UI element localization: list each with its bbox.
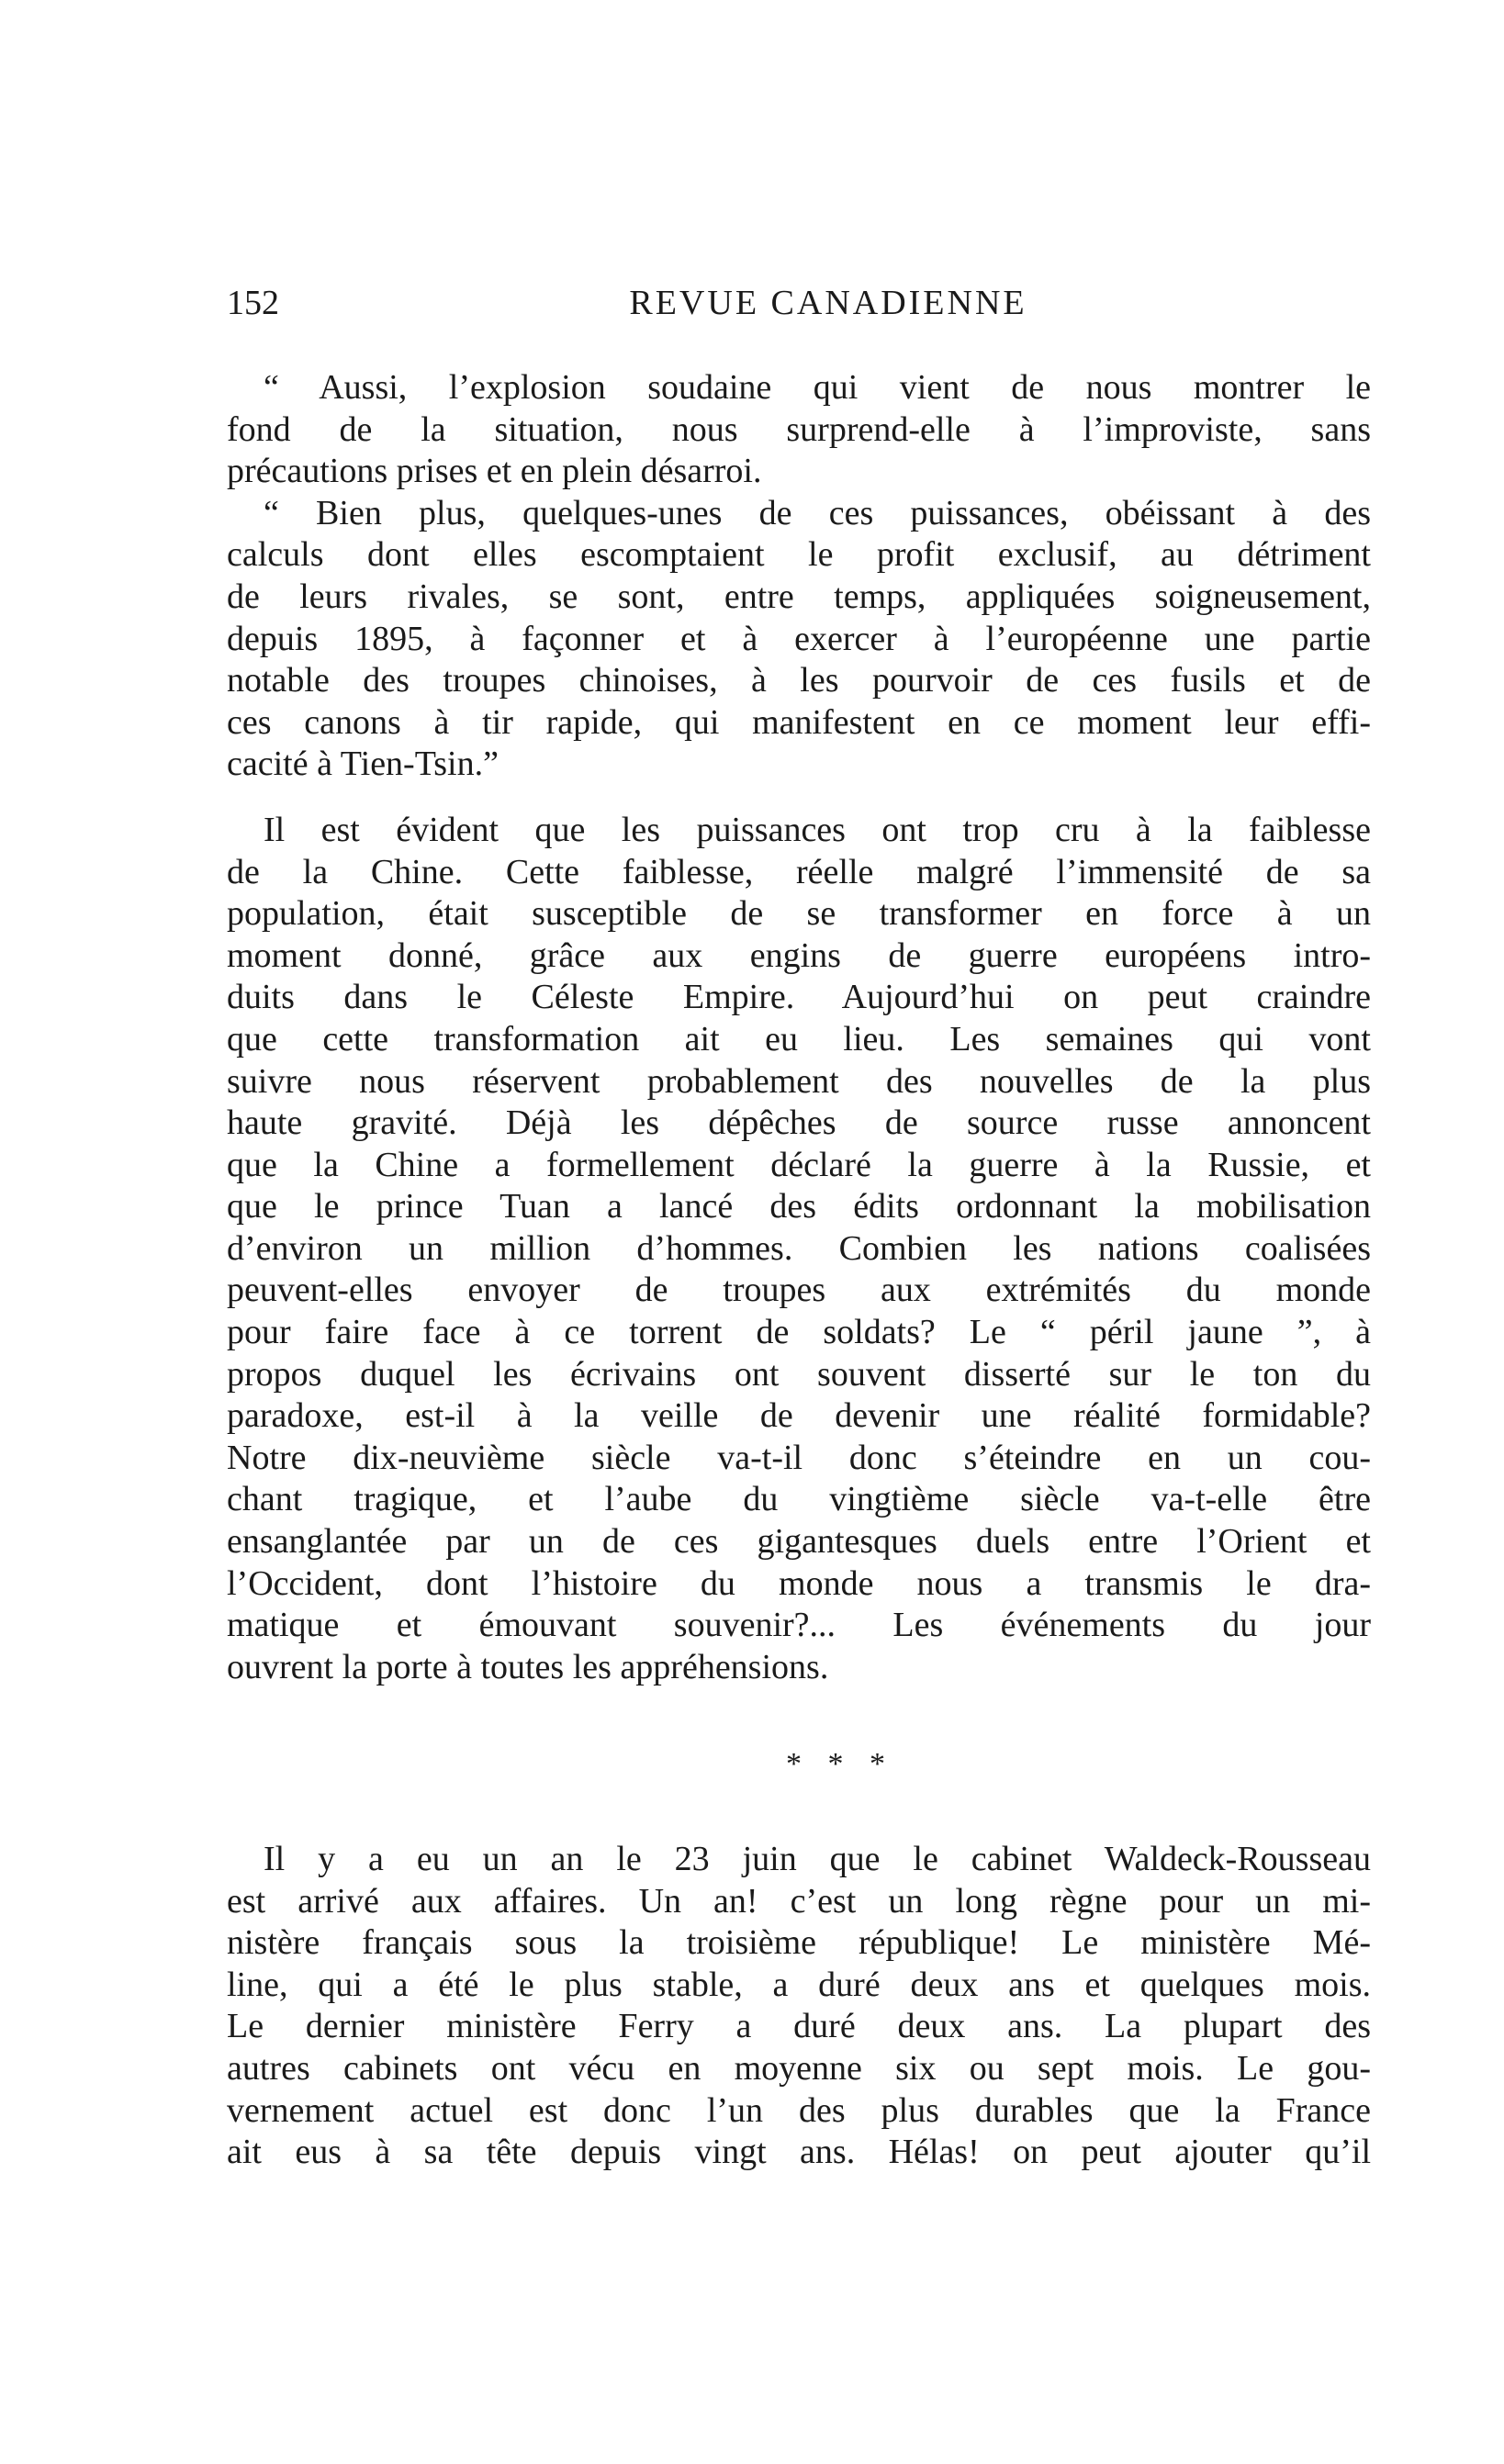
section-separator: * * * [786,1747,894,1782]
text-line: peuvent-elles envoyer de troupes aux extrémités du monde [227,1271,1371,1310]
text-line: pour faire face à ce torrent de soldats? Le “ péril jaune ”, à [227,1313,1371,1352]
text-line: line, qui a été le plus stable, a duré deux ans et quelques mois. [227,1965,1371,2004]
text-line: nistère français sous la troisième république! Le ministère Mé- [227,1923,1371,1963]
text-line: de leurs rivales, se sont, entre temps, appliquées soigneusement, [227,577,1371,616]
text-line: d’environ un million d’hommes. Combien les nations coalisées [227,1228,1371,1268]
text-line: haute gravité. Déjà les dépêches de source russe annoncent [227,1103,1371,1143]
text-line: calculs dont elles escomptaient le profit exclusif, au détriment [227,535,1371,575]
text-line: de la Chine. Cette faiblesse, réelle malgré l’immensité de sa [227,852,1371,891]
text-line: que la Chine a formellement déclaré la guerre à la Russie, et [227,1145,1371,1184]
text-line: l’Occident, dont l’histoire du monde nous a transmis le dra- [227,1563,1371,1603]
text-line: ces canons à tir rapide, qui manifestent en ce moment leur effi- [227,702,1371,742]
text-line: ensanglantée par un de ces gigantesques duels entre l’Orient et [227,1522,1371,1562]
paragraph-quote-2 [227,493,1371,786]
text-line: duits dans le Céleste Empire. Aujourd’hui on peut craindre [227,978,1371,1017]
text-line: Il est évident que les puissances ont trop cru à la faiblesse [264,810,1371,849]
body-text [227,367,1371,2174]
text-line: chant tragique, et l’aube du vingtième siècle va-t-elle être [227,1480,1371,1519]
text-line: précautions prises et en plein désarroi. [227,452,762,491]
text-line: propos duquel les écrivains ont souvent disserté sur le ton du [227,1354,1371,1394]
text-line: moment donné, grâce aux engins de guerre européens intro- [227,935,1371,975]
text-line: Notre dix-neuvième siècle va-t-il donc s’éteindre en un cou- [227,1438,1371,1477]
text-line: Il y a eu un an le 23 juin que le cabinet Waldeck-Rousseau [264,1840,1371,1878]
paragraph-quote-1 [227,367,1371,493]
running-title: REVUE CANADIENNE [629,284,1027,322]
text-line: cacité à Tien-Tsin.” [227,745,499,784]
text-line: ouvrent la porte à toutes les appréhensions. [227,1647,829,1686]
text-line: notable des troupes chinoises, à les pourvoir de ces fusils et de [227,661,1371,700]
text-line: est arrivé aux affaires. Un an! c’est un long règne pour un mi- [227,1881,1371,1921]
paragraph-chine [227,810,1371,1688]
text-line: “ Aussi, l’explosion soudaine qui vient de nous montrer le [264,368,1371,407]
text-line: autres cabinets ont vécu en moyenne six ou sept mois. Le gou- [227,2048,1371,2088]
text-line: ait eus à sa tête depuis vingt ans. Hélas! on peut ajouter qu’il [227,2133,1371,2172]
text-line: fond de la situation, nous surprend-elle à l’improviste, sans [227,409,1371,449]
text-line: Le dernier ministère Ferry a duré deux ans. La plupart des [227,2007,1371,2046]
page-header [227,275,1375,330]
text-line: que le prince Tuan a lancé des édits ordonnant la mobilisation [227,1187,1371,1226]
page-number: 152 [227,284,279,322]
text-line: vernement actuel est donc l’un des plus durables que la France [227,2090,1371,2130]
text-line: paradoxe, est-il à la veille de devenir une réalité formidable? [227,1396,1371,1436]
text-line: que cette transformation ait eu lieu. Les semaines qui vont [227,1019,1371,1058]
text-line: suivre nous réservent probablement des nouvelles de la plus [227,1061,1371,1101]
text-line: population, était susceptible de se transformer en force à un [227,894,1371,934]
text-line: depuis 1895, à façonner et à exercer à l’européenne une partie [227,619,1371,658]
text-line: “ Bien plus, quelques-unes de ces puissances, obéissant à des [264,493,1371,532]
text-line: matique et émouvant souvenir?... Les événements du jour [227,1606,1371,1645]
paragraph-cabinet [227,1839,1371,2174]
